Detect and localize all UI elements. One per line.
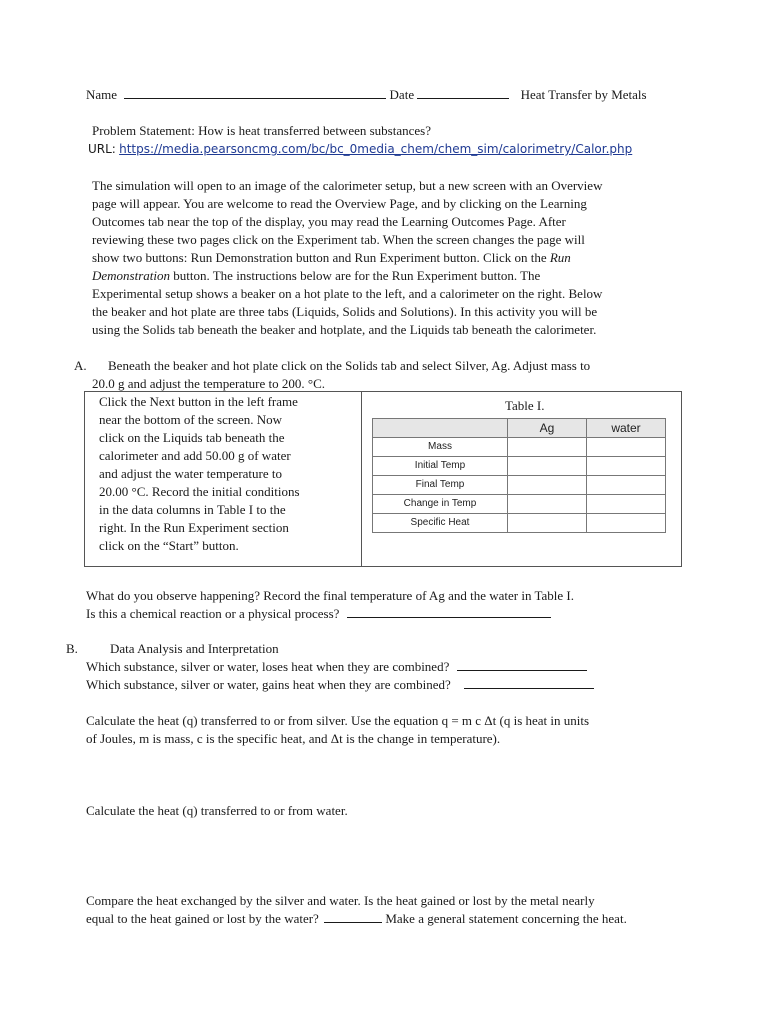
row-label: Mass xyxy=(373,438,508,457)
instruction-line: and adjust the water temperature to xyxy=(99,466,283,481)
instruction-line: calorimeter and add 50.00 g of water xyxy=(99,448,291,463)
gains-heat-blank[interactable] xyxy=(464,676,594,689)
intro-paragraph xyxy=(92,177,602,339)
intro-line: show two buttons: Run Demonstration button and Run Experiment button. Click on the Run xyxy=(92,250,571,265)
calc-silver-line1: Calculate the heat (q) transferred to or from silver. Use the equation q = m c Δt (q is heat in units xyxy=(86,713,590,728)
intro-line: Demonstration button. The instructions below are for the Run Experiment button. The xyxy=(92,268,541,283)
page-title: Heat Transfer by Metals xyxy=(520,87,647,102)
section-a-marker: A. xyxy=(74,358,87,373)
row-label: Specific Heat xyxy=(373,514,508,533)
column-header-ag: Ag xyxy=(508,419,587,438)
column-header-water: water xyxy=(587,419,666,438)
table-corner-cell xyxy=(373,419,508,438)
instruction-box xyxy=(99,393,300,555)
header-row xyxy=(86,86,647,104)
calc-water: Calculate the heat (q) transferred to or from water. xyxy=(86,803,348,818)
data-cell[interactable] xyxy=(587,514,666,533)
intro-line: using the Solids tab beneath the beaker and hotplate, and the Liquids tab beneath the calorimeter. xyxy=(92,322,597,337)
gains-heat-row xyxy=(86,676,594,694)
intro-line: page will appear. You are welcome to read the Overview Page, and by clicking on the Learning xyxy=(92,196,587,211)
section-b-marker: B. xyxy=(66,641,78,656)
intro-line: The simulation will open to an image of the calorimeter setup, but a new screen with an Overview xyxy=(92,178,603,193)
date-label: Date xyxy=(389,87,415,102)
data-table xyxy=(372,418,666,533)
data-cell[interactable] xyxy=(508,457,587,476)
observe-question: What do you observe happening? Record the final temperature of Ag and the water in Table I. xyxy=(86,588,574,603)
url-row xyxy=(88,140,632,158)
data-cell[interactable] xyxy=(508,514,587,533)
instruction-line: 20.00 °C. Record the initial conditions xyxy=(99,484,300,499)
data-cell[interactable] xyxy=(587,476,666,495)
name-blank[interactable] xyxy=(124,86,386,99)
simulation-link[interactable]: https://media.pearsoncmg.com/bc/bc_0media_chem/chem_sim/calorimetry/Calor.php xyxy=(119,142,633,156)
intro-line: Outcomes tab near the top of the display, you may read the Learning Outcomes Page. After xyxy=(92,214,566,229)
process-question: Is this a chemical reaction or a physical process? xyxy=(86,606,340,621)
data-cell[interactable] xyxy=(508,476,587,495)
intro-line: reviewing these two pages click on the Experiment tab. When the screen changes the page will xyxy=(92,232,585,247)
row-label: Change in Temp xyxy=(373,495,508,514)
table-row xyxy=(373,457,666,476)
instruction-line: near the bottom of the screen. Now xyxy=(99,412,283,427)
table-row xyxy=(373,476,666,495)
table-row xyxy=(373,514,666,533)
section-a-line2: 20.0 g and adjust the temperature to 200. °C. xyxy=(92,376,326,391)
instruction-line: Click the Next button in the left frame xyxy=(99,394,298,409)
intro-line: Experimental setup shows a beaker on a hot plate to the left, and a calorimeter on the right. Below xyxy=(92,286,603,301)
table-title: Table I. xyxy=(505,398,545,413)
data-cell[interactable] xyxy=(508,495,587,514)
section-b-title: Data Analysis and Interpretation xyxy=(110,641,279,656)
process-answer-blank[interactable] xyxy=(347,605,551,618)
instruction-line: click on the “Start” button. xyxy=(99,538,239,553)
data-cell[interactable] xyxy=(587,457,666,476)
compare-statement: Make a general statement concerning the heat. xyxy=(385,911,627,926)
table-row xyxy=(373,495,666,514)
table-header-row xyxy=(373,419,666,438)
gains-heat-question: Which substance, silver or water, gains heat when they are combined? xyxy=(86,677,451,692)
data-cell[interactable] xyxy=(587,438,666,457)
name-label: Name xyxy=(86,87,118,102)
instruction-line: click on the Liquids tab beneath the xyxy=(99,430,285,445)
data-cell[interactable] xyxy=(508,438,587,457)
instruction-line: right. In the Run Experiment section xyxy=(99,520,289,535)
url-label: URL: xyxy=(88,142,116,156)
date-blank[interactable] xyxy=(417,86,509,99)
section-a-line1: Beneath the beaker and hot plate click on the Solids tab and select Silver, Ag. Adjust mass to xyxy=(108,358,591,373)
row-label: Initial Temp xyxy=(373,457,508,476)
compare-question: equal to the heat gained or lost by the water? xyxy=(86,911,319,926)
data-cell[interactable] xyxy=(587,495,666,514)
calc-silver-line2: of Joules, m is mass, c is the specific heat, and Δt is the change in temperature). xyxy=(86,731,501,746)
compare-line2 xyxy=(86,910,627,928)
row-label: Final Temp xyxy=(373,476,508,495)
loses-heat-blank[interactable] xyxy=(457,658,587,671)
loses-heat-row xyxy=(86,658,587,676)
table-row xyxy=(373,438,666,457)
frame-divider xyxy=(361,392,362,566)
intro-line: the beaker and hot plate are three tabs (Liquids, Solids and Solutions). In this activity you will be xyxy=(92,304,598,319)
compare-line1: Compare the heat exchanged by the silver and water. Is the heat gained or lost by the metal nearly xyxy=(86,893,595,908)
compare-answer-blank[interactable] xyxy=(324,910,382,923)
loses-heat-question: Which substance, silver or water, loses heat when they are combined? xyxy=(86,659,450,674)
problem-statement: Problem Statement: How is heat transferred between substances? xyxy=(92,123,431,138)
instruction-line: in the data columns in Table I to the xyxy=(99,502,286,517)
process-question-row xyxy=(86,605,551,623)
